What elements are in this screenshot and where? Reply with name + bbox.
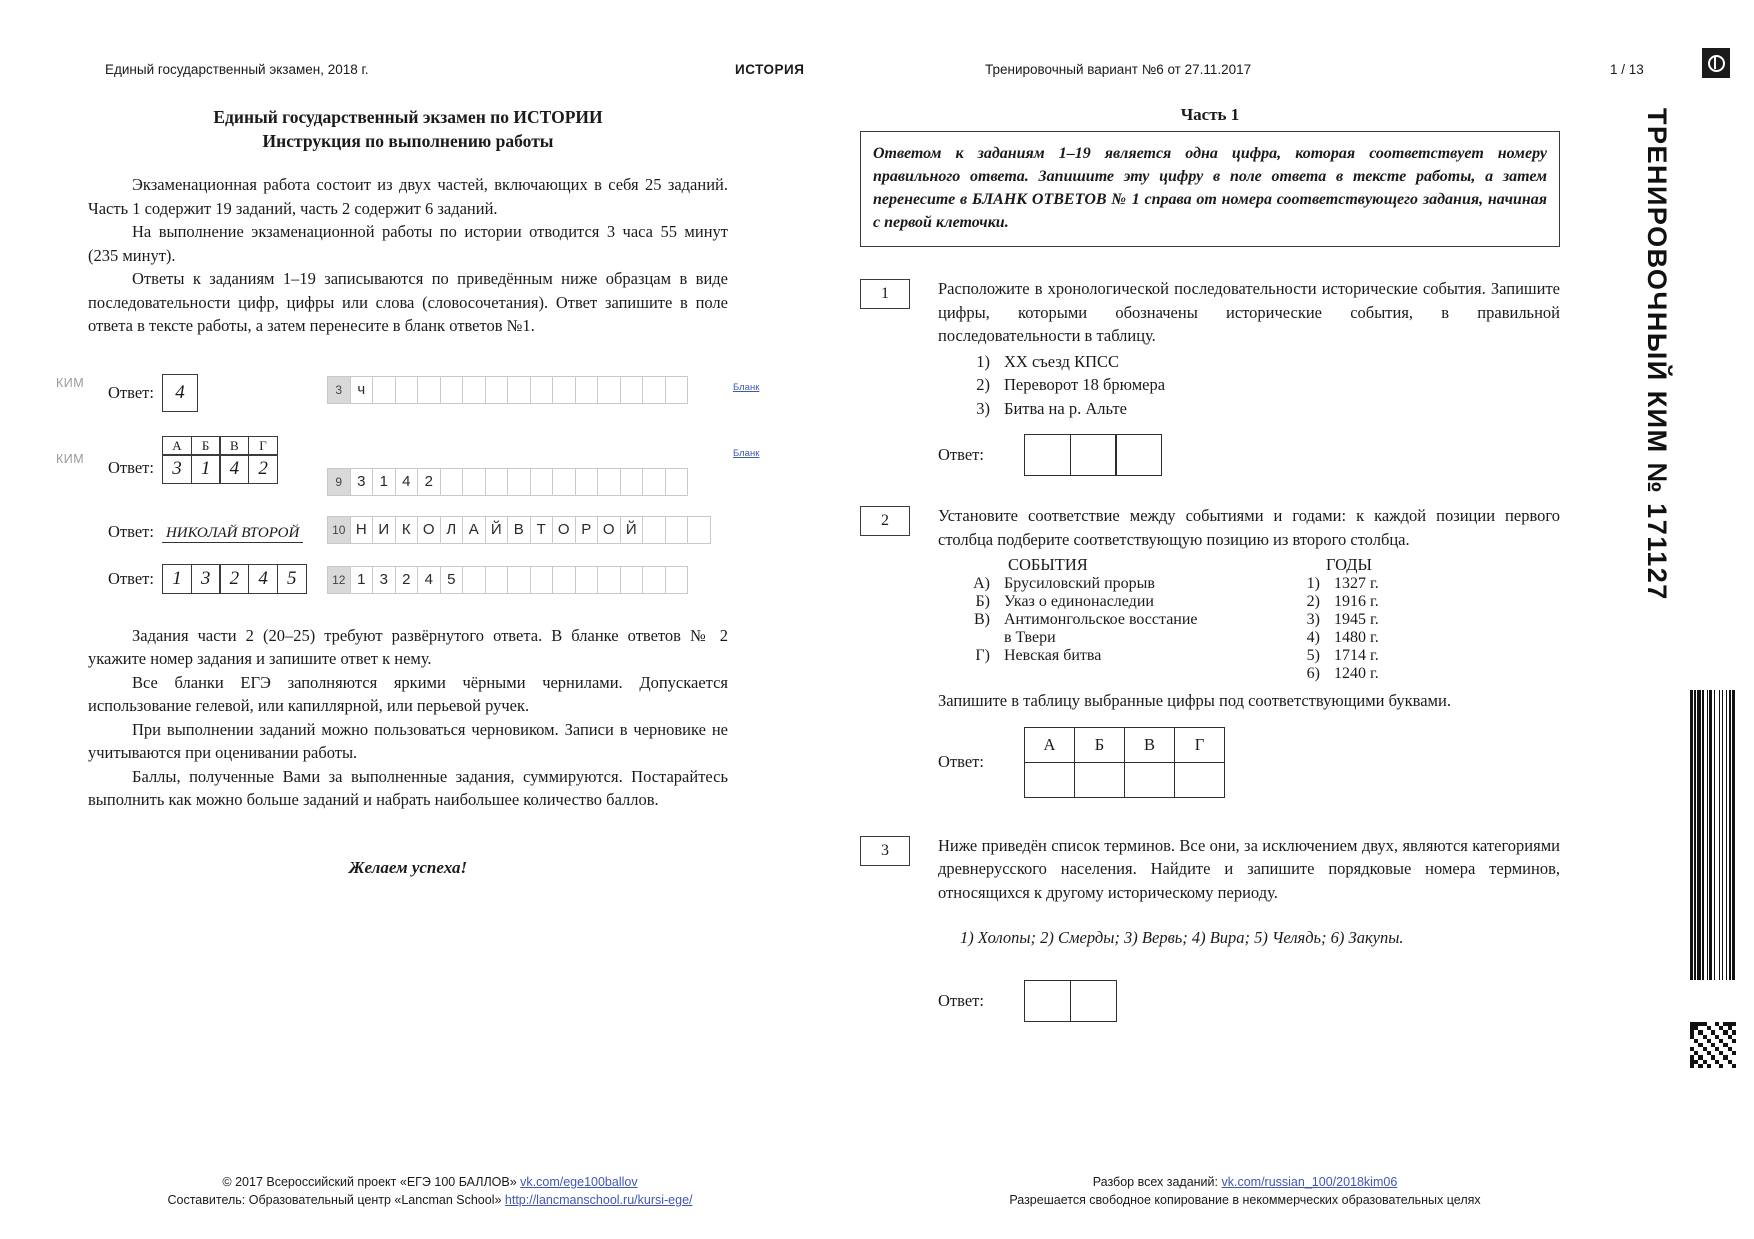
strip-char: О bbox=[417, 516, 441, 544]
sample-3-answer-label: Ответ: bbox=[108, 521, 154, 541]
instruction-paragraph-1: Экзаменационная работа состоит из двух частей, включающих в себя 25 заданий. Часть 1 содержит 19 заданий, часть 2 содержит 6 заданий. bbox=[88, 175, 728, 218]
year-text: 1916 г. bbox=[1334, 593, 1379, 610]
part-title: Часть 1 bbox=[1180, 105, 1240, 124]
year-text: 1945 г. bbox=[1334, 611, 1379, 628]
strip-number: 3 bbox=[327, 376, 351, 404]
answer-cell[interactable] bbox=[1125, 762, 1175, 797]
sample-2-header: А bbox=[162, 436, 192, 456]
strip-char: Й bbox=[620, 516, 644, 544]
instruction-paragraph-3: Ответы к заданиям 1–19 записываются по приведённым ниже образцам в виде последовательности цифр, цифры или слова (словосочетания). Ответ запишите в поле ответа в тексте работы, а затем перенесите в бланк ответов №1. bbox=[88, 269, 728, 335]
option-number: 3) bbox=[976, 398, 990, 418]
strip-char: 2 bbox=[417, 468, 441, 496]
task-1-answer-row bbox=[938, 434, 1560, 476]
strip-char: И bbox=[372, 516, 396, 544]
item-text: Невская битва bbox=[1004, 647, 1102, 664]
task-1-answer-label: Ответ: bbox=[938, 445, 984, 464]
instruction-paragraph-6: При выполнении заданий можно пользоваться черновиком. Записи в черновике не учитываются при оценивании работы. bbox=[88, 719, 728, 762]
strip-char: Й bbox=[485, 516, 509, 544]
sample-2-header: Г bbox=[248, 436, 278, 456]
option-text: XX съезд КПСС bbox=[1004, 351, 1120, 371]
item-letter bbox=[938, 629, 1004, 647]
year-number: 4) bbox=[1306, 629, 1320, 646]
item-letter: Г) bbox=[975, 647, 990, 664]
strip-char: Н bbox=[350, 516, 374, 544]
year-number: 1) bbox=[1306, 575, 1320, 592]
year-text: 1327 г. bbox=[1334, 575, 1379, 592]
sample-1-blank-strip bbox=[328, 376, 688, 404]
task-2-answer-label: Ответ: bbox=[938, 752, 984, 771]
answer-cell[interactable] bbox=[1175, 762, 1225, 797]
task-1-options bbox=[938, 350, 1560, 421]
strip-char: 4 bbox=[417, 566, 441, 594]
option-text: Переворот 18 брюмера bbox=[1004, 375, 1166, 394]
strip-char: 3 bbox=[372, 566, 396, 594]
sample-answers-block bbox=[56, 364, 760, 624]
sample-2-answer-label: Ответ: bbox=[108, 458, 154, 478]
strip-number: 9 bbox=[327, 468, 351, 496]
sample-2-value: 4 bbox=[229, 458, 240, 480]
kim-label-2: КИМ bbox=[56, 451, 85, 466]
task-2-answer-table bbox=[1024, 727, 1225, 798]
answer-cell[interactable] bbox=[1024, 434, 1071, 476]
task-3-terms: 1) Холопы; 2) Смерды; 3) Вервь; 4) Вира; 5) Челядь; 6) Закупы. bbox=[960, 928, 1404, 947]
table-header-cell: А bbox=[1025, 727, 1075, 762]
sample-2-value: 1 bbox=[200, 458, 211, 480]
strip-char: О bbox=[552, 516, 576, 544]
footer-right-text-1: Разбор всех заданий: bbox=[1092, 1175, 1222, 1189]
strip-char: 1 bbox=[350, 566, 374, 594]
year-text: 1480 г. bbox=[1334, 629, 1379, 646]
part1-instruction-box: Ответом к заданиям 1–19 является одна цифра, которая соответствует номеру правильного ответа. Запишите эту цифру в поле ответа в тексте работы, а затем перенесите в БЛАНК ОТВЕТОВ № 1 справа от номера соответствующего задания, начиная с первой клеточки. bbox=[860, 131, 1560, 247]
footer-right-link[interactable]: vk.com/russian_100/2018kim06 bbox=[1221, 1175, 1398, 1189]
sample-3-blank-strip bbox=[328, 516, 711, 544]
task-2-right-header: ГОДЫ bbox=[1326, 555, 1372, 574]
strip-char: Т bbox=[530, 516, 554, 544]
task-2-answer-row bbox=[938, 727, 1560, 798]
qr-code bbox=[1690, 1022, 1736, 1068]
item-text: Указ о единонаследии bbox=[1004, 593, 1154, 610]
sample-1-answer-label: Ответ: bbox=[108, 382, 154, 402]
instruction-paragraph-7: Баллы, полученные Вами за выполненные задания, суммируются. Постарайтесь выполнить как можно больше заданий и набрать наибольшее количество баллов. bbox=[88, 766, 728, 809]
option-number: 2) bbox=[976, 375, 990, 394]
year-text: 1240 г. bbox=[1334, 665, 1379, 682]
task-2-text: Установите соответствие между событиями и годами: к каждой позиции первого столбца подберите соответствующую позицию из второго столбца. bbox=[938, 506, 1560, 549]
task-1-text: Расположите в хронологической последовательности исторические события. Запишите цифры, которыми обозначены исторические события, в правильной последовательности в таблицу. bbox=[938, 279, 1560, 345]
blank-link-1[interactable]: Бланк bbox=[733, 381, 760, 393]
table-header-cell: Г bbox=[1175, 727, 1225, 762]
strip-char: 3 bbox=[350, 468, 374, 496]
item-letter: Б) bbox=[975, 593, 990, 610]
right-column bbox=[860, 105, 1560, 1022]
header-variant: Тренировочный вариант №6 от 27.11.2017 bbox=[985, 62, 1252, 77]
task-2-left-header: СОБЫТИЯ bbox=[1008, 555, 1088, 574]
year-number: 6) bbox=[1306, 665, 1320, 682]
task-3-number: 3 bbox=[860, 836, 910, 866]
task-1-number: 1 bbox=[860, 279, 910, 309]
answer-cell[interactable] bbox=[1070, 980, 1117, 1022]
item-letter: В) bbox=[974, 611, 990, 628]
footer-left-text-2: Составитель: Образовательный центр «Lancman School» bbox=[167, 1193, 505, 1207]
year-text: 1714 г. bbox=[1334, 647, 1379, 664]
sample-4-value: 4 bbox=[258, 567, 268, 589]
sample-4-answer-label: Ответ: bbox=[108, 568, 154, 588]
task-1 bbox=[860, 277, 1560, 476]
blank-link-2[interactable]: Бланк bbox=[733, 447, 760, 459]
left-column bbox=[56, 105, 760, 878]
answer-cell[interactable] bbox=[1070, 434, 1117, 476]
strip-char: В bbox=[507, 516, 531, 544]
item-text: Брусиловский прорыв bbox=[1004, 575, 1155, 592]
good-luck-text: Желаем успеха! bbox=[348, 857, 468, 877]
strip-char: 2 bbox=[395, 566, 419, 594]
item-text: Антимонгольское восстание bbox=[1004, 611, 1198, 628]
sample-2-value: 3 bbox=[172, 458, 182, 480]
footer-right-text-2: Разрешается свободное копирование в некоммерческих образовательных целях bbox=[1009, 1193, 1481, 1207]
header-page-number: 1 / 13 bbox=[1610, 62, 1644, 77]
sample-2-header: Б bbox=[191, 436, 221, 456]
option-number: 1) bbox=[976, 351, 990, 371]
answer-cell[interactable] bbox=[1024, 980, 1071, 1022]
strip-char: ч bbox=[350, 376, 374, 404]
table-header-cell: В bbox=[1125, 727, 1175, 762]
strip-char: 4 bbox=[395, 468, 419, 496]
sample-2-header: В bbox=[219, 436, 249, 456]
sample-2-value: 2 bbox=[258, 458, 268, 480]
task-2 bbox=[860, 504, 1560, 798]
exam-title-line2: Инструкция по выполнению работы bbox=[262, 131, 554, 151]
vertical-kim-title: ТРЕНИРОВОЧНЫЙ КИМ № 171127 bbox=[1642, 108, 1672, 601]
task-2-number: 2 bbox=[860, 506, 910, 536]
instruction-paragraph-2: На выполнение экзаменационной работы по истории отводится 3 часа 55 минут (235 минут). bbox=[88, 222, 728, 265]
sample-4-value: 5 bbox=[287, 567, 297, 589]
instruction-paragraph-4: Задания части 2 (20–25) требуют развёрнутого ответа. В бланке ответов № 2 укажите номер задания и запишите ответ к нему. bbox=[88, 625, 728, 668]
publisher-logo-icon bbox=[1702, 48, 1730, 78]
item-text: в Твери bbox=[1004, 629, 1056, 646]
footer-left-text-1: © 2017 Всероссийский проект «ЕГЭ 100 БАЛЛОВ» bbox=[222, 1175, 521, 1189]
footer-left-link-2[interactable]: http://lancmanschool.ru/kursi-ege/ bbox=[504, 1193, 693, 1207]
instruction-paragraph-5: Все бланки ЕГЭ заполняются яркими чёрными чернилами. Допускается использование гелевой, или капиллярной, или перьевой ручек. bbox=[88, 672, 728, 715]
exam-title-line1: Единый государственный экзамен по ИСТОРИИ bbox=[213, 107, 603, 127]
table-header-cell: Б bbox=[1075, 727, 1125, 762]
task-3-text: Ниже приведён список терминов. Все они, за исключением двух, являются категориями древнерусского населения. Найдите и запишите порядковые номера терминов, относящихся к другому историческому периоду. bbox=[938, 835, 1560, 902]
sample-4-value: 3 bbox=[200, 567, 211, 589]
sample-4-value: 1 bbox=[172, 567, 182, 589]
strip-char: О bbox=[597, 516, 621, 544]
sample-3-value: НИКОЛАЙ ВТОРОЙ bbox=[162, 525, 303, 543]
kim-label-1: КИМ bbox=[56, 375, 85, 390]
strip-char: Л bbox=[440, 516, 464, 544]
sample-4-blank-strip bbox=[328, 566, 688, 594]
footer-left bbox=[120, 1173, 740, 1209]
sample-4-value: 2 bbox=[229, 567, 240, 589]
sample-2-blank-strip bbox=[328, 468, 688, 496]
answer-cell[interactable] bbox=[1075, 762, 1125, 797]
answer-cell[interactable] bbox=[1025, 762, 1075, 797]
task-2-note: Запишите в таблицу выбранные цифры под соответствующими буквами. bbox=[938, 691, 1451, 710]
strip-number: 12 bbox=[327, 566, 351, 594]
barcode bbox=[1690, 690, 1734, 980]
year-number: 5) bbox=[1306, 647, 1320, 664]
option-text: Битва на р. Альте bbox=[1004, 398, 1127, 418]
footer-right bbox=[905, 1173, 1585, 1209]
year-number: 2) bbox=[1306, 593, 1320, 610]
strip-char: Р bbox=[575, 516, 599, 544]
year-number: 3) bbox=[1306, 611, 1320, 628]
task-3-answer-row bbox=[938, 980, 1560, 1022]
strip-char: 5 bbox=[440, 566, 464, 594]
header-left: Единый государственный экзамен, 2018 г. bbox=[105, 62, 369, 77]
sample-1-value: 4 bbox=[175, 381, 185, 403]
header-subject: ИСТОРИЯ bbox=[735, 62, 805, 77]
answer-cell[interactable] bbox=[1115, 434, 1162, 476]
strip-number: 10 bbox=[327, 516, 351, 544]
strip-char: А bbox=[462, 516, 486, 544]
item-letter: А) bbox=[973, 575, 990, 592]
footer-left-link-1[interactable]: vk.com/ege100ballov bbox=[520, 1175, 638, 1189]
strip-char: 1 bbox=[372, 468, 396, 496]
strip-char: К bbox=[395, 516, 419, 544]
task-3 bbox=[860, 834, 1560, 1022]
task-3-answer-label: Ответ: bbox=[938, 990, 984, 1010]
